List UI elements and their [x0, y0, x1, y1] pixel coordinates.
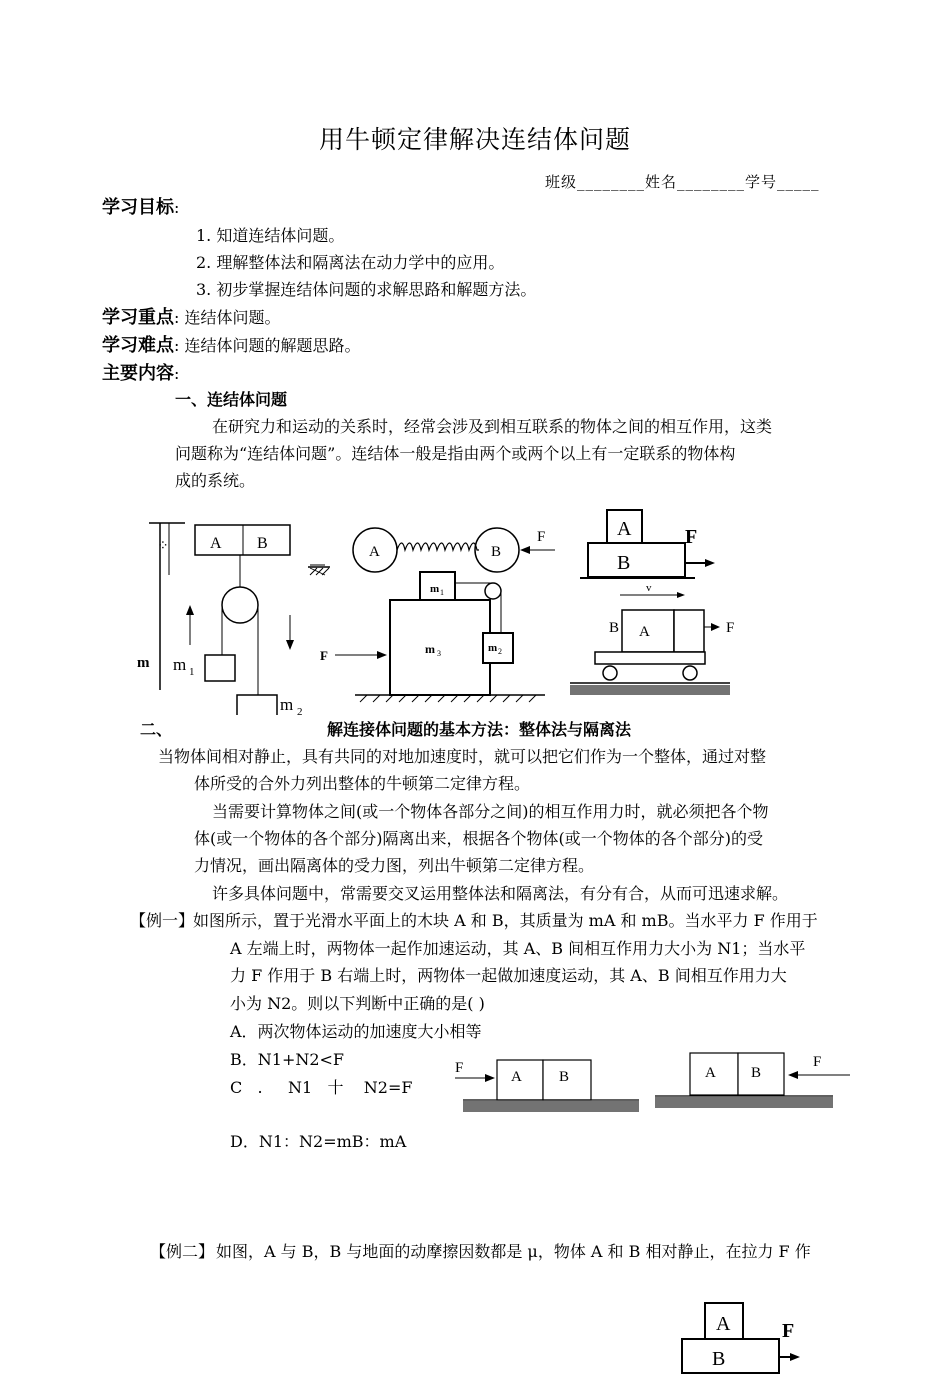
cart-figure [570, 582, 734, 695]
option-a: A．两次物体运动的加速度大小相等 [230, 1022, 482, 1041]
student-info-line: 班级________姓名________学号_____ [545, 173, 820, 191]
section2-line-4: 体(或一个物体的各个部分)隔离出来，根据各个物体(或一个物体的各个部分)的受 [194, 829, 763, 848]
objective-item-2: 2. 理解整体法和隔离法在动力学中的应用。 [196, 253, 505, 272]
main-content-label: 主要内容 [102, 363, 174, 384]
objective-item-3: 3. 初步掌握连结体问题的求解思路和解题方法。 [196, 280, 537, 299]
example2-line-1: 如图，A 与 B，B 与地面的动摩擦因数都是 μ，物体 A 和 B 相对静止，在拉力 F 作 [216, 1242, 811, 1261]
example1-figure-left [455, 1060, 639, 1112]
svg-text:3: 3 [437, 649, 441, 658]
option-b: B．N1+N2<F [230, 1050, 345, 1069]
cart2-label-b: B [609, 620, 620, 636]
difficulty-text: 连结体问题的解题思路。 [184, 336, 361, 355]
ex1-left-f: F [455, 1060, 464, 1076]
stacked-blocks-figure [580, 510, 715, 578]
example2-figure [670, 1295, 810, 1375]
section2-heading: 解连接体问题的基本方法：整体法与隔离法 [327, 720, 632, 739]
ex2-label-f: F [782, 1320, 795, 1342]
cart-label-v: v [646, 582, 652, 594]
section2-number: 二、 [140, 720, 173, 739]
svg-text:2: 2 [498, 647, 502, 656]
spring-label-a: A [369, 544, 380, 560]
objectives-heading: 学习目标: [102, 197, 180, 218]
pulley-figure [137, 523, 325, 715]
svg-text:m: m [430, 583, 440, 595]
ex1-left-a: A [511, 1069, 522, 1085]
svg-text:m: m [280, 695, 294, 714]
option-c: C . N1 十 N2=F [230, 1078, 413, 1097]
cart-label-f: F [320, 648, 328, 663]
label-b: B [257, 535, 268, 552]
example1-line-3: 力 F 作用于 B 右端上时，两物体一起做加速度运动，其 A、B 间相互作用力大 [230, 966, 787, 985]
difficulty-line: 学习难点: 连结体问题的解题思路。 [102, 335, 361, 356]
cart2-label-f: F [726, 620, 735, 636]
section1-heading: 一、连结体问题 [175, 390, 288, 409]
label-a: A [210, 535, 222, 552]
stack-label-b: B [617, 552, 631, 574]
example2-tag: 【例二】 [150, 1242, 215, 1261]
ex2-label-b: B [712, 1348, 726, 1370]
cart-pulley-figure [308, 567, 545, 702]
svg-text:1: 1 [189, 666, 195, 678]
option-d: D．N1：N2=mB：mA [230, 1132, 407, 1151]
example1-tag: 【例一】 [130, 911, 195, 930]
objectives-label: 学习目标 [102, 197, 174, 218]
section1-line-1: 在研究力和运动的关系时，经常会涉及到相互联系的物体之间的相互作用，这类 [212, 417, 773, 436]
main-content-line: 主要内容: [102, 363, 180, 384]
svg-text:1: 1 [440, 588, 444, 597]
section2-line-2: 体所受的合外力列出整体的牛顿第二定律方程。 [194, 774, 531, 793]
section2-line-1: 当物体间相对静止，具有共同的对地加速度时，就可以把它们作为一个整体，通过对整 [158, 747, 767, 766]
svg-text:m: m [173, 655, 187, 674]
example1-line-1: 如图所示，置于光滑水平面上的木块 A 和 B，其质量为 mA 和 mB。当水平力 F 作用于 [193, 911, 818, 930]
spring-figure [353, 528, 555, 572]
page-title: 用牛顿定律解决连结体问题 [318, 125, 631, 154]
example1-figures [455, 1048, 855, 1118]
key-point-label: 学习重点 [102, 307, 174, 328]
spring-label-f: F [537, 529, 546, 545]
svg-text:m: m [425, 642, 435, 656]
section2-line-6: 许多具体问题中，常需要交叉运用整体法和隔离法，有分有合，从而可迅速求解。 [212, 884, 789, 903]
objective-item-1: 1. 知道连结体问题。 [196, 226, 345, 245]
difficulty-label: 学习难点 [102, 335, 174, 356]
example1-figure-right [655, 1053, 850, 1108]
svg-text:m: m [488, 642, 498, 654]
example1-line-4: 小为 N2。则以下判断中正确的是( ) [230, 994, 485, 1013]
key-point-text: 连结体问题。 [184, 308, 281, 327]
section1-line-3: 成的系统。 [175, 471, 256, 490]
connected-bodies-figures [125, 505, 745, 715]
cart2-label-a: A [639, 624, 650, 640]
svg-text:2: 2 [297, 706, 303, 715]
section1-line-2: 问题称为“连结体问题”。连结体一般是指由两个或两个以上有一定联系的物体构 [175, 444, 736, 463]
ex1-right-f: F [813, 1054, 822, 1070]
section2-line-5: 力情况，画出隔离体的受力图，列出牛顿第二定律方程。 [194, 856, 595, 875]
ex1-right-b: B [751, 1065, 762, 1081]
ex1-left-b: B [559, 1069, 570, 1085]
svg-text:m: m [137, 655, 150, 671]
key-point-line: 学习重点: 连结体问题。 [102, 307, 281, 328]
section2-line-3: 当需要计算物体之间(或一个物体各部分之间)的相互作用力时，就必须把各个物 [212, 802, 769, 821]
svg-text:⁘: ⁘ [157, 539, 169, 554]
example1-line-2: A 左端上时，两物体一起作加速运动，其 A、B 间相互作用力大小为 N1；当水平 [230, 939, 806, 958]
ex2-label-a: A [716, 1313, 731, 1335]
ex1-right-a: A [705, 1065, 716, 1081]
stack-label-f: F [685, 526, 698, 548]
spring-label-b: B [491, 544, 502, 560]
stack-label-a: A [617, 518, 632, 540]
